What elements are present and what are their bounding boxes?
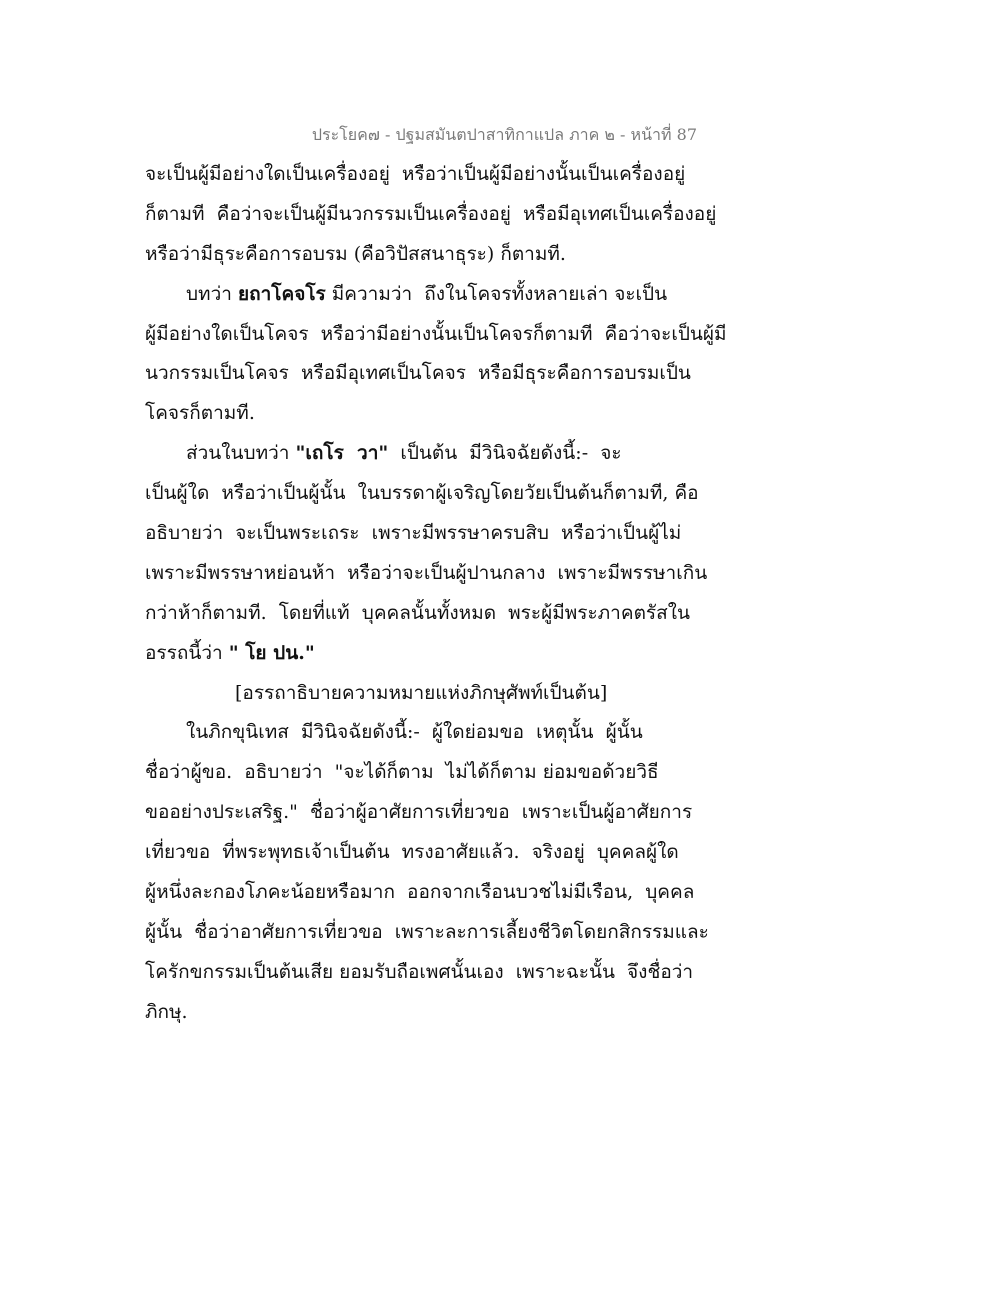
section-subheading xyxy=(145,674,965,714)
text-line xyxy=(145,993,965,1033)
text-line xyxy=(145,315,965,355)
line-text: ภิกษุ. xyxy=(145,1000,188,1023)
line-text: หรือว่ามีธุระคือการอบรม (คือวิปัสสนาธุระ) ก็ตามที. xyxy=(145,242,566,265)
body-text xyxy=(145,155,965,1033)
text-line xyxy=(145,354,965,394)
line-text: เป็นผู้ใด หรือว่าเป็นผู้นั้น ในบรรดาผู้เจริญโดยวัยเป็นต้นก็ตามที, คือ xyxy=(145,482,699,505)
text-line xyxy=(145,195,965,235)
text-line xyxy=(145,554,965,594)
text-line xyxy=(145,155,965,195)
line-text: โครักขกรรมเป็นต้นเสีย ยอมรับถือเพศนั้นเอง เพราะฉะนั้น จึงชื่อว่า xyxy=(145,960,694,983)
running-header: ประโยค๗ - ปฐมสมันตปาสาทิกาแปล ภาค ๒ - หน้าที่ 87 xyxy=(311,125,697,144)
text-line xyxy=(145,753,965,793)
text-line xyxy=(145,873,965,913)
bold-term: ยถาโคจโร xyxy=(237,282,326,305)
text-line xyxy=(145,634,965,674)
paragraph-start-line xyxy=(145,713,965,753)
text-line xyxy=(145,833,965,873)
bold-term: " โย ปน." xyxy=(228,641,315,664)
line-text: นวกรรมเป็นโคจร หรือมีอุเทศเป็นโคจร หรือมีธุระคือการอบรมเป็น xyxy=(145,362,691,385)
line-text: โคจรก็ตามที. xyxy=(145,402,255,425)
text-line xyxy=(145,793,965,833)
text-line xyxy=(145,594,965,634)
paragraph-start-line xyxy=(145,275,965,315)
line-text: ขออย่างประเสริฐ." ชื่อว่าผู้อาศัยการเที่ยวขอ เพราะเป็นผู้อาศัยการ xyxy=(145,801,693,824)
paragraph-start-line xyxy=(145,434,965,474)
line-text: เป็นต้น มีวินิจฉัยดังนี้:- จะ xyxy=(388,442,622,465)
line-text: เที่ยวขอ ที่พระพุทธเจ้าเป็นต้น ทรงอาศัยแล้ว. จริงอยู่ บุคคลผู้ใด xyxy=(145,841,679,864)
line-text: กว่าห้าก็ตามที. โดยที่แท้ บุคคลนั้นทั้งหมด พระผู้มีพระภาคตรัสใน xyxy=(145,601,690,624)
line-text: อรรถนี้ว่า xyxy=(145,641,229,664)
line-text: ในภิกขุนิเทส มีวินิจฉัยดังนี้:- ผู้ใดย่อมขอ เหตุนั้น ผู้นั้น xyxy=(186,721,643,744)
line-text: จะเป็นผู้มีอย่างใดเป็นเครื่องอยู่ หรือว่าเป็นผู้มีอย่างนั้นเป็นเครื่องอยู่ xyxy=(145,163,686,185)
text-line xyxy=(145,953,965,993)
line-text: ชื่อว่าผู้ขอ. อธิบายว่า "จะได้ก็ตาม ไม่ได้ก็ตาม ย่อมขอด้วยวิธี xyxy=(145,761,659,784)
line-text: เพราะมีพรรษาหย่อนห้า หรือว่าจะเป็นผู้ปานกลาง เพราะมีพรรษาเกิน xyxy=(145,561,708,584)
line-text: ก็ตามที คือว่าจะเป็นผู้มีนวกรรมเป็นเครื่องอยู่ หรือมีอุเทศเป็นเครื่องอยู่ xyxy=(145,202,717,225)
bold-term: "เถโร วา" xyxy=(295,442,389,465)
subheading-text: [อรรถาธิบายความหมายแห่งภิกษุศัพท์เป็นต้น] xyxy=(235,681,608,704)
line-text: อธิบายว่า จะเป็นพระเถระ เพราะมีพรรษาครบสิบ หรือว่าเป็นผู้ไม่ xyxy=(145,522,682,545)
text-line xyxy=(145,913,965,953)
line-text: ผู้หนึ่งละกองโภคะน้อยหรือมาก ออกจากเรือนบวชไม่มีเรือน, บุคคล xyxy=(145,881,695,904)
text-line xyxy=(145,235,965,275)
text-line xyxy=(145,514,965,554)
line-text: ส่วนในบทว่า xyxy=(186,442,296,465)
line-text: บทว่า xyxy=(186,282,238,305)
line-text: ผู้มีอย่างใดเป็นโคจร หรือว่ามีอย่างนั้นเป็นโคจรก็ตามที คือว่าจะเป็นผู้มี xyxy=(145,322,727,345)
line-text: ผู้นั้น ชื่อว่าอาศัยการเที่ยวขอ เพราะละการเลี้ยงชีวิตโดยกสิกรรมและ xyxy=(145,920,709,943)
line-text: มีความว่า ถึงในโคจรทั้งหลายเล่า จะเป็น xyxy=(325,282,668,305)
text-line xyxy=(145,474,965,514)
text-line xyxy=(145,394,965,434)
